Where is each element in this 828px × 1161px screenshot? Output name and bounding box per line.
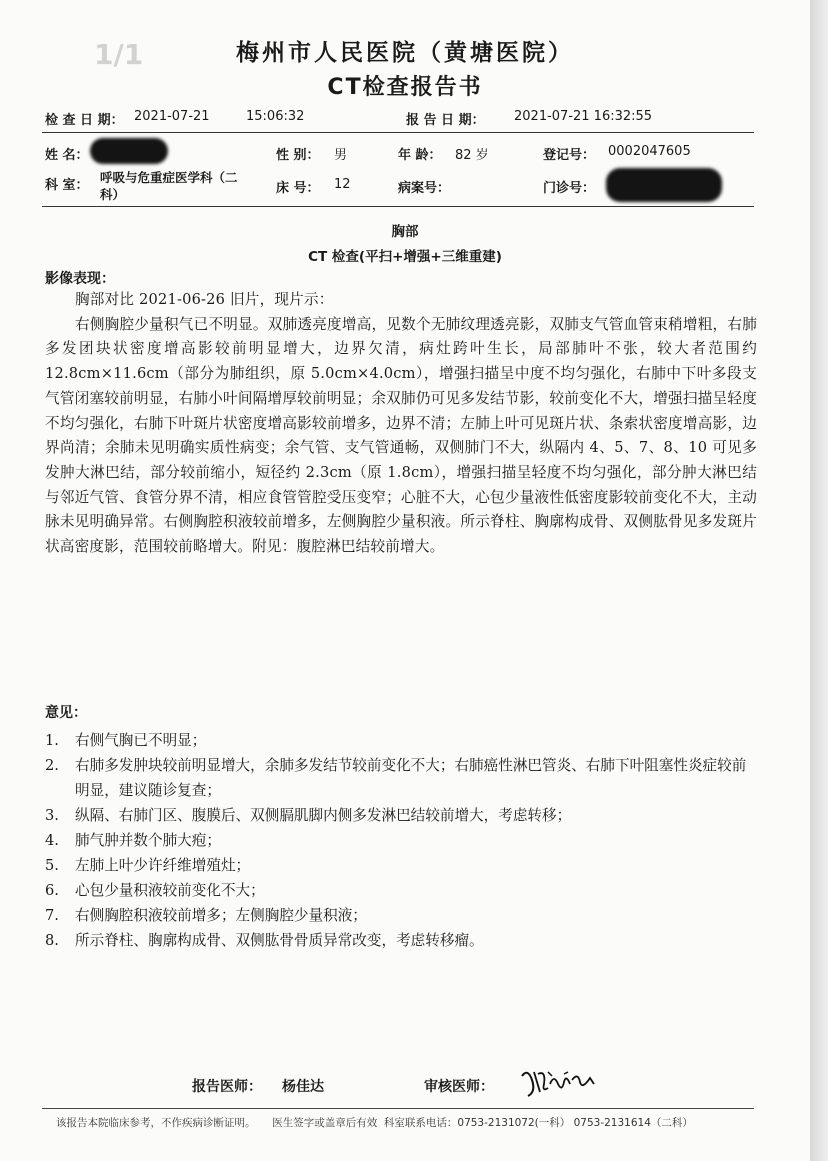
reg-number: 0002047605: [608, 144, 691, 159]
exam-date: 2021-07-21: [134, 109, 210, 124]
opinion-item: [45, 853, 757, 878]
hospital-name: 梅州市人民医院（黄塘医院）: [236, 40, 574, 66]
footer-contact: 科室联系电话：0753-2131072(一科） 0753-2131614（二科）: [383, 1117, 693, 1129]
opinion-item: [45, 828, 757, 853]
case-label: 病案号：: [398, 181, 451, 196]
opinion-num: 3.: [45, 807, 59, 824]
findings-body: [45, 288, 757, 560]
reviewer-label: 审核医师：: [424, 1079, 494, 1095]
reporter-name: 杨佳达: [282, 1079, 324, 1095]
opinion-item: [45, 803, 757, 828]
header-divider-bottom: [42, 206, 754, 207]
reviewer-signature: [518, 1062, 598, 1102]
exam-part: 胸部: [391, 224, 419, 240]
opinion-text: 右肺多发肿块较前明显增大，余肺多发结节较前变化不大；右肺癌性淋巴管炎、右肺下叶阻塞性炎症较前明显，建议随诊复查；: [75, 757, 747, 799]
age-value: 82 岁: [455, 148, 489, 163]
opinion-item: [45, 753, 757, 803]
opinion-num: 4.: [45, 832, 59, 849]
footer-line: [56, 1115, 693, 1130]
findings-title: 影像表现：: [45, 271, 115, 287]
bed-label: 床 号：: [276, 181, 320, 196]
page-marker: 1/1: [94, 38, 144, 71]
report-datetime: 2021-07-21 16:32:55: [514, 109, 653, 124]
opinion-title: 意见：: [45, 705, 87, 721]
name-label: 姓 名：: [45, 148, 89, 163]
opinion-text: 心包少量积液较前变化不大；: [75, 882, 265, 899]
opinion-text: 纵隔、右肺门区、腹膜后、双侧膈肌脚内侧多发淋巴结较前增大，考虑转移；: [75, 807, 572, 824]
report-title: CT检查报告书: [327, 75, 483, 100]
exam-method: CT 检查(平扫+增强+三维重建): [308, 249, 502, 265]
opinion-num: 1.: [45, 732, 59, 749]
opinion-item: [45, 903, 757, 928]
opinion-num: 7.: [45, 907, 59, 924]
opinion-list: [45, 728, 757, 953]
clinic-label: 门诊号：: [543, 181, 596, 196]
opinion-text: 右侧气胸已不明显；: [75, 732, 207, 749]
bed-value: 12: [334, 177, 351, 192]
dept-line2: 科）: [100, 187, 126, 202]
reg-label: 登记号：: [543, 148, 596, 163]
clinic-redaction: [606, 168, 722, 202]
opinion-text: 所示脊柱、胸廓构成骨、双侧肱骨骨质异常改变，考虑转移瘤。: [75, 932, 484, 949]
dept-label: 科 室：: [45, 178, 89, 193]
opinion-item: [45, 878, 757, 903]
opinion-item: [45, 928, 757, 953]
sex-value: 男: [334, 148, 348, 163]
page-edge-shadow: [810, 0, 828, 1161]
opinion-num: 5.: [45, 857, 59, 874]
opinion-text: 右侧胸腔积液较前增多；左侧胸腔少量积液；: [75, 907, 367, 924]
footer-validity: 医生签字或盖章后有效: [272, 1117, 378, 1129]
findings-paragraph: 胸部对比 2021-06-26 旧片，现片示：: [75, 291, 334, 308]
opinion-num: 2.: [45, 757, 59, 774]
name-redaction: [90, 138, 168, 164]
opinion-text: 左肺上叶少许纤维增殖灶；: [75, 857, 251, 874]
opinion-item: [45, 728, 757, 753]
age-label: 年 龄：: [398, 148, 442, 163]
footer-disclaimer: 该报告本院临床参考，不作疾病诊断证明。: [56, 1117, 256, 1129]
report-date-label: 报 告 日 期：: [406, 113, 485, 128]
findings-paragraph: 右侧胸腔少量积气已不明显。双肺透亮度增高，见数个无肺纹理透亮影，双肺支气管血管束稍增粗，右肺多发团块状密度增高影较前明显增大，边界欠清，病灶跨叶生长，局部肺叶不张，较大者范围约 12.8cm×11.6cm（部分为肺组织，原 5.0cm×4.0cm），增强扫描呈中度不均匀强化，右肺中下叶多段支气管闭塞较前明显，右肺小叶间隔增厚较前明显；余双肺仍可见多发结节影，较前变化不大，增强扫描呈轻度不均匀强化，右肺下叶斑片状密度增高影较前增多，边界不清；左肺上叶可见斑片状、条索状密度增高影，边界尚清；余肺未见明确实质性病变；余气管、支气管通畅，双侧肺门不大，纵隔内 4、5、7、8、10 可见多发肿大淋巴结，部分较前缩小，短径约 2.3cm（原 1.8cm），增强扫描呈轻度不均匀强化，部分肿大淋巴结与邻近气管、食管分界不清，相应食管管腔受压变窄；心脏不大，心包少量液性低密度影较前变化不大，主动脉未见明确异常。右侧胸腔积液较前增多，左侧胸腔少量积液。所示脊柱、胸廓构成骨、双侧肱骨见多发斑片状高密度影，范围较前略增大。附见：腹腔淋巴结较前增大。: [45, 315, 757, 556]
opinion-num: 8.: [45, 932, 59, 949]
exam-time: 15:06:32: [246, 109, 305, 124]
sex-label: 性 别：: [276, 148, 320, 163]
dept-line1: 呼吸与危重症医学科（二: [100, 170, 238, 185]
opinion-num: 6.: [45, 882, 59, 899]
opinion-text: 肺气肿并数个肺大疱；: [75, 832, 221, 849]
header-divider-top: [42, 132, 754, 133]
reporter-label: 报告医师：: [192, 1079, 262, 1095]
footer-divider: [42, 1108, 754, 1109]
exam-date-label: 检 查 日 期：: [45, 113, 124, 128]
